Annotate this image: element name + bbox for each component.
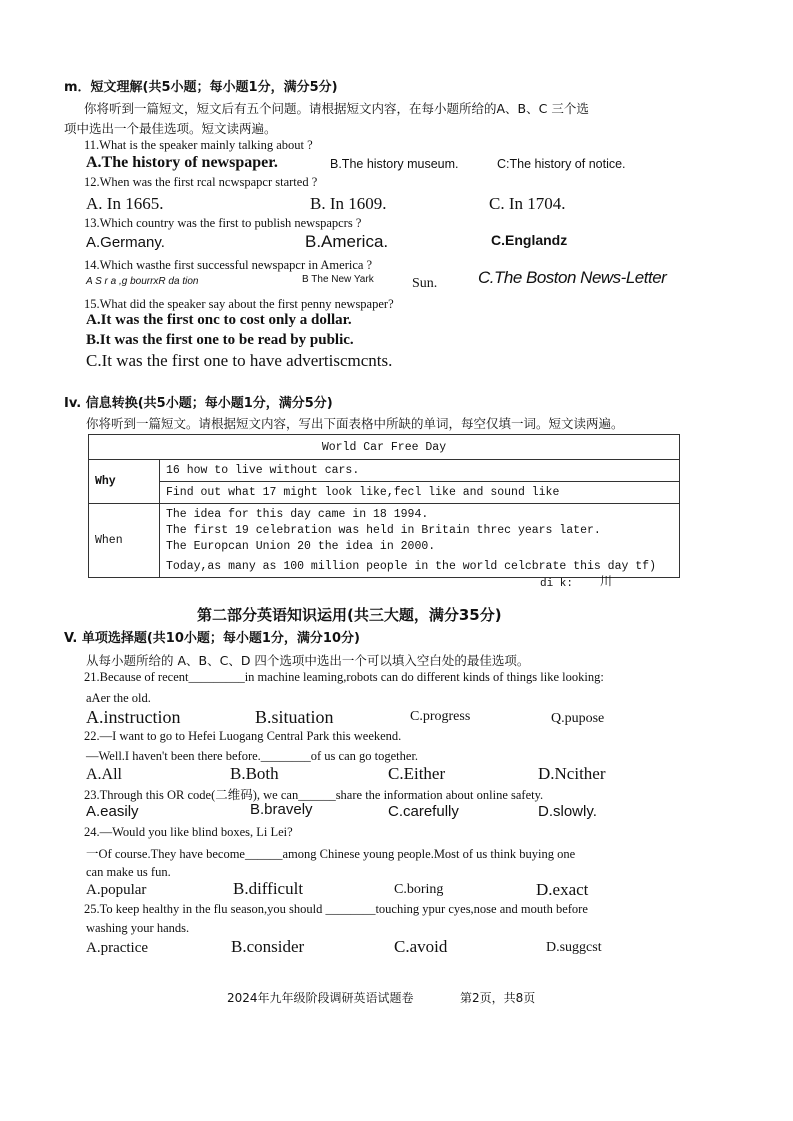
question-stem: 一Of course.They have become______among Chinese young people.Most of us think buying one	[86, 847, 576, 861]
part-title: 第二部分英语知识运用(共三大题，满分35分)	[197, 606, 502, 624]
table-line: The first 19 celebration was held in Britain threc years later.	[166, 524, 601, 537]
option-a[interactable]: A.All	[86, 766, 122, 783]
option-c[interactable]: C:The history of notice.	[497, 157, 626, 171]
option-b[interactable]: B.consider	[231, 937, 305, 956]
table-cell-when	[160, 504, 680, 578]
option-d[interactable]: D.Ncither	[538, 764, 606, 783]
handwritten-note: 川	[600, 575, 613, 589]
option-a[interactable]: A.It was the first onc to cost only a dollar.	[86, 312, 352, 328]
question-stem: —Well.I haven't been there before.________of us can go together.	[86, 749, 419, 763]
table-line: The Europcan Union 20 the idea in 2000.	[166, 540, 436, 553]
table-cell: Find out what 17 might look like,fecl like and sound like	[160, 482, 680, 504]
option-b[interactable]: B.America.	[305, 232, 389, 251]
option-b[interactable]: B.situation	[255, 707, 334, 727]
option-d[interactable]: Q.pupose	[551, 711, 605, 726]
question-stem: 24.—Would you like blind boxes, Li Lei?	[84, 825, 293, 839]
option-c[interactable]: C.Either	[388, 764, 446, 783]
option-a[interactable]: A.easily	[86, 803, 139, 820]
question-stem: 12.When was the first rcal ncwspapcr started ?	[84, 175, 318, 189]
question-stem: 22.—I want to go to Hefei Luogang Central Park this weekend.	[84, 729, 402, 743]
section-heading: Iv. 信息转换(共5小题；每小题1分，满分5分)	[64, 396, 333, 411]
option-a[interactable]: A. In 1665.	[86, 194, 164, 213]
option-a[interactable]: A.instruction	[86, 707, 181, 727]
option-b[interactable]: B.It was the first one to be read by public.	[86, 332, 354, 348]
option-c[interactable]: C. In 1704.	[489, 194, 566, 213]
instruction-text: 你将听到一篇短文。请根据短文内容，写出下面表格中所缺的单词，每空仅填一词。短文读两遍。	[86, 416, 624, 431]
question-stem: washing your hands.	[86, 921, 190, 935]
table-title: World Car Free Day	[89, 435, 680, 460]
table-cell: 16 how to live without cars.	[160, 460, 680, 482]
instruction-text: 从每小题所给的 A、B、C、D 四个选项中选出一个可以填入空白处的最佳选项。	[86, 653, 530, 668]
option-c[interactable]: C.progress	[410, 709, 471, 724]
option-c[interactable]: C.It was the first one to have advertiscmcnts.	[86, 351, 393, 370]
handwritten-note: di k:	[540, 578, 574, 590]
question-stem: 11.What is the speaker mainly talking about ?	[84, 138, 313, 152]
section-heading: m．短文理解(共5小题；每小题1分，满分5分)	[64, 80, 338, 95]
option-b-continued: Sun.	[412, 276, 438, 291]
question-stem: can make us fun.	[86, 865, 171, 879]
question-stem: 21.Because of recent_________in machine leaming,robots can do different kinds of things like looking:	[84, 670, 604, 684]
info-table	[88, 434, 680, 578]
option-c[interactable]: C.boring	[394, 882, 444, 897]
section-heading: V. 单项选择题(共10小题；每小题1分，满分10分)	[64, 631, 360, 646]
option-b[interactable]: B.bravely	[250, 801, 313, 818]
question-stem: 23.Through this OR code(二维码), we can______share the information about online safety.	[84, 788, 544, 802]
question-stem: 13.Which country was the first to publish newspapcrs ?	[84, 216, 362, 230]
instruction-text: 你将听到一篇短文，短文后有五个问题。请根据短文内容，在每小题所给的A、B、C 三个选	[84, 101, 589, 116]
page-number: 第2页，共8页	[460, 991, 536, 1005]
option-d[interactable]: D.slowly.	[538, 803, 597, 820]
option-c[interactable]: C.avoid	[394, 937, 448, 956]
option-a[interactable]: A.Germany.	[86, 234, 165, 251]
option-b[interactable]: B. In 1609.	[310, 194, 387, 213]
option-a[interactable]: A.The history of newspaper.	[86, 154, 278, 171]
option-a[interactable]: A.practice	[86, 940, 149, 956]
option-b[interactable]: B.Both	[230, 764, 279, 783]
question-stem: 15.What did the speaker say about the first penny newspaper?	[84, 297, 394, 311]
option-d[interactable]: D.exact	[536, 880, 589, 899]
option-a[interactable]: A.popular	[86, 882, 147, 898]
question-stem: 25.To keep healthy in the flu season,you should ________touching ypur cyes,nose and mouth before	[84, 902, 588, 916]
option-b[interactable]: B.The history museum.	[330, 157, 459, 171]
question-stem: 14.Which wasthe first successful newspapcr in America ?	[84, 258, 373, 272]
table-line: The idea for this day came in 18 1994.	[166, 508, 429, 521]
option-a[interactable]: A S r a ,g bourrxR da tion	[86, 276, 199, 287]
option-c[interactable]: C.Englandz	[491, 232, 568, 248]
footer-title: 2024年九年级阶段调研英语试题卷	[227, 991, 414, 1005]
option-c[interactable]: C.The Boston News-Letter	[478, 268, 667, 287]
table-line: Today,as many as 100 million people in the world celcbrate this day tf)	[166, 560, 656, 573]
row-label-why: Why	[89, 460, 160, 504]
option-c[interactable]: C.carefully	[388, 803, 459, 820]
question-stem: aAer the old.	[86, 691, 151, 705]
option-b[interactable]: B The New Yark	[302, 274, 374, 285]
instruction-text: 项中选出一个最佳选项。短文读两遍。	[64, 121, 277, 136]
row-label-when: When	[89, 504, 160, 578]
option-d[interactable]: D.suggcst	[546, 940, 602, 955]
option-b[interactable]: B.difficult	[233, 879, 304, 898]
